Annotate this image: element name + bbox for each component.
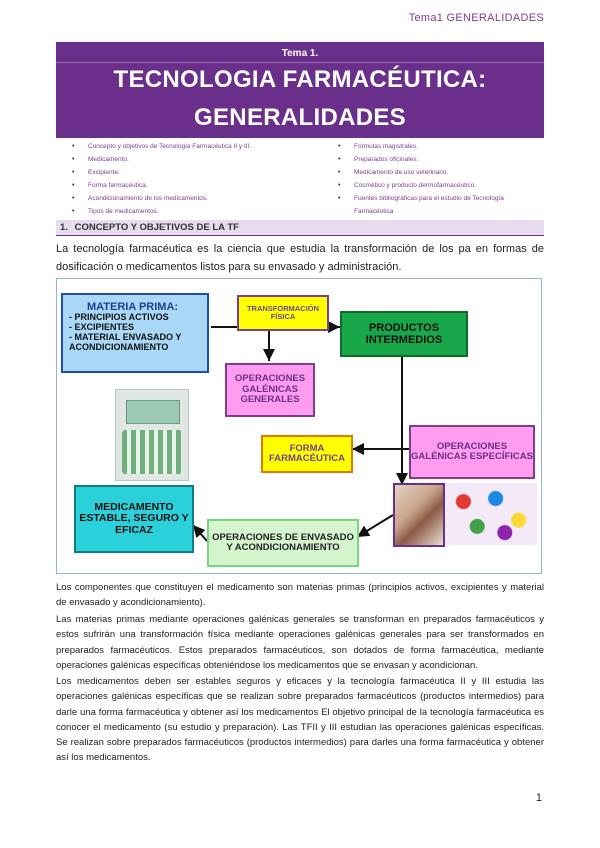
toc-item: • Excipiente. <box>70 166 310 179</box>
page-number: 1 <box>535 792 542 804</box>
title-banner <box>56 42 544 138</box>
materia-prima-item: - PRINCIPIOS ACTIVOS <box>69 312 169 323</box>
body-paragraph: Los medicamentos deben ser estables seguros y eficaces y la tecnología farmacéutica II y III estudia las operaciones galénicas específicas que se realizan sobre preparados farmacéuticos (productos intermedios) para darle una forma farmacéutica y obtener así los medicamentos El objetivo principal de la tecnología farmacéutica es conocer el medicamento (su estudio y preparación). Las TFII y III estudian las operaciones galénicas específicas. Se realizan sobre preparados farmacéuticos (productos intermedios) para darles una forma farmacéutica y obtener así los medicamentos. <box>56 676 544 764</box>
banner-subtitle: Tema 1. <box>281 48 319 59</box>
toc-item: • Preparados oficinales. <box>336 153 536 166</box>
medicamento-box: MEDICAMENTO ESTABLE, SEGURO Y EFICAZ <box>74 485 194 553</box>
toc-item: • Fuentes bibliográficas para el estudio de Tecnología Farmacéutica <box>336 192 536 218</box>
materia-prima-box <box>61 293 209 373</box>
toc-item: • Fórmulas magistrales. <box>336 140 536 153</box>
process-diagram <box>56 278 542 574</box>
banner-title-line2: GENERALIDADES <box>194 104 406 131</box>
section-title: CONCEPTO Y OBJETIVOS DE LA TF <box>74 222 239 233</box>
section-number: 1. <box>60 222 68 233</box>
operaciones-envasado-box: OPERACIONES DE ENVASADO Y ACONDICIONAMIENTO <box>207 519 359 567</box>
toc-item: • Concepto y objetivos de Tecnología Farmacéutica II y III. <box>70 140 310 153</box>
pills-photo <box>445 483 537 545</box>
operaciones-generales-box: OPERACIONES GALÉNICAS GENERALES <box>225 363 315 417</box>
medicine-pack-photo <box>115 389 189 481</box>
forma-farmaceutica-box: FORMA FARMACÉUTICA <box>261 435 353 473</box>
toc-left-column <box>70 140 310 218</box>
banner-title-line1: TECNOLOGIA FARMACÉUTICA: <box>113 66 487 93</box>
materia-prima-title: MATERIA PRIMA: <box>87 301 179 313</box>
materia-prima-item: ACONDICIONAMIENTO <box>69 341 169 352</box>
toc-item: • Acondicionamiento de los medicamentos. <box>70 192 310 205</box>
toc-item: • Cosmético y producto dermofarmacéutico. <box>336 179 536 192</box>
capsules-photo <box>393 483 445 547</box>
intro-paragraph: La tecnología farmacéutica es la ciencia que estudia la transformación de los pa en formas de dosificación o medicamentos listos para su envasado y administración. <box>56 243 544 273</box>
toc-right-column <box>336 140 536 218</box>
toc-item: • Medicamento. <box>70 153 310 166</box>
toc-item: • Forma farmacéutica. <box>70 179 310 192</box>
transformacion-box: TRANSFORMACIÓN FÍSICA <box>237 295 329 331</box>
toc-item: • Tipos de medicamentos. <box>70 205 310 218</box>
productos-intermedios-box: PRODUCTOS INTERMEDIOS <box>340 311 468 357</box>
operaciones-especificas-box: OPERACIONES GALÉNICAS ESPECÍFICAS <box>409 425 535 479</box>
section-heading <box>56 220 544 236</box>
body-paragraph: Los componentes que constituyen el medicamento son materias primas (principios activos, excipientes y material de envasado y acondicionamiento). <box>56 582 544 609</box>
body-paragraph: Las materias primas mediante operaciones galénicas generales se transforman en preparados farmacéuticos y estos sufrirán una transformación física mediante operaciones galénicas generales para ser transformados en preparados farmacéuticos. Estos preparados farmacéuticos, son dotados de forma farmacéutica, mediante operaciones galénicas específicas obteniéndose los medicamentos que se envasan y acondicionan. <box>56 614 544 671</box>
toc-item: • Medicamento de uso veterinario. <box>336 166 536 179</box>
materia-prima-item: - MATERIAL ENVASADO Y <box>69 331 182 342</box>
banner-divider <box>56 62 544 63</box>
arrow-to-med <box>193 525 207 541</box>
running-header: Tema1 GENERALIDADES <box>408 12 544 24</box>
arrow-to-oea <box>357 515 393 537</box>
materia-prima-item: - EXCIPIENTES <box>69 321 135 332</box>
